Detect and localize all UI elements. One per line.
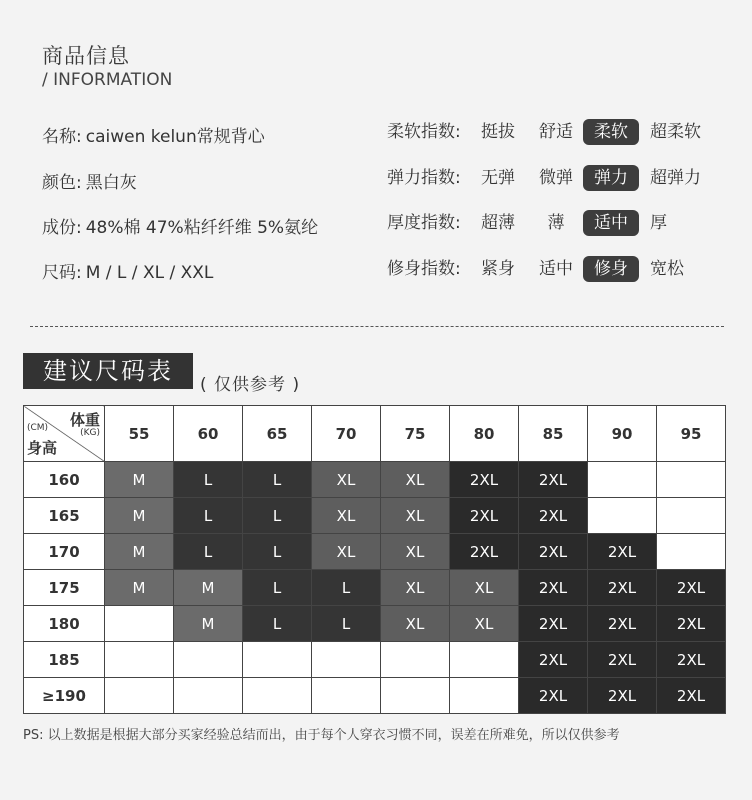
height-header: 160 bbox=[24, 462, 105, 498]
footnote: PS: 以上数据是根据大部分买家经验总结而出，由于每个人穿衣习惯不同，误差在所难免，所以仅供参考 bbox=[23, 728, 620, 743]
size-cell: 2XL bbox=[450, 462, 519, 498]
size-cell: M bbox=[105, 570, 174, 606]
size-cell: 2XL bbox=[588, 570, 657, 606]
index-option: 微弹 bbox=[539, 168, 573, 188]
weight-header: 65 bbox=[243, 406, 312, 462]
size-cell: L bbox=[174, 534, 243, 570]
index-option: 适中 bbox=[539, 259, 573, 279]
divider bbox=[30, 326, 724, 327]
size-cell: XL bbox=[381, 498, 450, 534]
index-option-selected: 柔软 bbox=[583, 119, 639, 145]
product-info-row bbox=[42, 213, 318, 238]
height-header: 170 bbox=[24, 534, 105, 570]
size-cell: 2XL bbox=[657, 570, 726, 606]
size-cell bbox=[657, 534, 726, 570]
corner-weight-unit: (KG) bbox=[80, 428, 100, 438]
table-row bbox=[24, 462, 726, 498]
product-info-value: 48%棉 47%粘纤纤维 5%氨纶 bbox=[85, 218, 319, 238]
size-cell bbox=[657, 498, 726, 534]
product-info-value: M / L / XL / XXL bbox=[85, 263, 214, 283]
size-cell bbox=[312, 678, 381, 714]
size-table-header bbox=[24, 406, 726, 462]
index-label: 厚度指数: bbox=[387, 213, 461, 233]
size-cell: XL bbox=[450, 606, 519, 642]
size-cell bbox=[105, 606, 174, 642]
page-title: 商品信息 bbox=[42, 44, 130, 68]
size-cell: M bbox=[105, 462, 174, 498]
table-corner bbox=[24, 406, 105, 462]
corner-height-label: 身高 bbox=[27, 439, 58, 457]
size-cell: 2XL bbox=[519, 606, 588, 642]
size-cell: 2XL bbox=[657, 642, 726, 678]
table-row bbox=[24, 534, 726, 570]
size-cell: 2XL bbox=[519, 678, 588, 714]
size-cell: 2XL bbox=[588, 642, 657, 678]
product-info-row bbox=[42, 122, 265, 147]
size-cell: 2XL bbox=[519, 570, 588, 606]
size-cell: 2XL bbox=[450, 498, 519, 534]
size-cell bbox=[657, 462, 726, 498]
size-cell bbox=[381, 678, 450, 714]
height-header: ≥190 bbox=[24, 678, 105, 714]
size-cell: M bbox=[174, 570, 243, 606]
index-option-selected: 修身 bbox=[583, 256, 639, 282]
index-option: 薄 bbox=[547, 213, 565, 233]
index-option: 无弹 bbox=[481, 168, 515, 188]
size-cell bbox=[381, 642, 450, 678]
size-cell: 2XL bbox=[588, 534, 657, 570]
size-cell: XL bbox=[381, 462, 450, 498]
table-row bbox=[24, 498, 726, 534]
height-header: 165 bbox=[24, 498, 105, 534]
size-cell: XL bbox=[381, 570, 450, 606]
size-cell bbox=[174, 642, 243, 678]
size-cell bbox=[243, 642, 312, 678]
size-cell: 2XL bbox=[588, 606, 657, 642]
size-cell: 2XL bbox=[657, 606, 726, 642]
size-cell bbox=[588, 498, 657, 534]
weight-header: 55 bbox=[105, 406, 174, 462]
index-row bbox=[387, 119, 727, 145]
index-label: 柔软指数: bbox=[387, 122, 461, 142]
size-cell: 2XL bbox=[519, 642, 588, 678]
weight-header: 80 bbox=[450, 406, 519, 462]
size-cell: L bbox=[312, 570, 381, 606]
index-label: 修身指数: bbox=[387, 259, 461, 279]
size-cell: 2XL bbox=[588, 678, 657, 714]
weight-header: 75 bbox=[381, 406, 450, 462]
index-option: 超薄 bbox=[481, 213, 515, 233]
table-row bbox=[24, 642, 726, 678]
weight-header: 95 bbox=[657, 406, 726, 462]
index-option: 挺拔 bbox=[481, 122, 515, 142]
size-cell: 2XL bbox=[450, 534, 519, 570]
weight-header: 60 bbox=[174, 406, 243, 462]
index-option: 紧身 bbox=[481, 259, 515, 279]
size-cell: L bbox=[243, 570, 312, 606]
size-cell bbox=[174, 678, 243, 714]
size-cell: L bbox=[243, 462, 312, 498]
size-cell: L bbox=[174, 498, 243, 534]
size-cell: 2XL bbox=[519, 462, 588, 498]
size-cell: L bbox=[312, 606, 381, 642]
size-cell bbox=[588, 462, 657, 498]
height-header: 175 bbox=[24, 570, 105, 606]
page-subtitle: / INFORMATION bbox=[42, 70, 173, 90]
size-cell bbox=[105, 678, 174, 714]
weight-header: 90 bbox=[588, 406, 657, 462]
size-cell bbox=[450, 642, 519, 678]
product-info-value: caiwen kelun常规背心 bbox=[85, 127, 265, 147]
product-info-label: 颜色: bbox=[42, 173, 82, 193]
index-row bbox=[387, 165, 727, 191]
size-cell bbox=[450, 678, 519, 714]
product-info-label: 成份: bbox=[42, 218, 82, 238]
index-label: 弹力指数: bbox=[387, 168, 461, 188]
corner-weight-label: 体重 bbox=[69, 411, 100, 429]
corner-height-unit: (CM) bbox=[27, 423, 49, 433]
index-option: 超弹力 bbox=[650, 168, 701, 188]
size-chart-title: 建议尺码表 bbox=[23, 353, 193, 389]
size-cell: L bbox=[243, 606, 312, 642]
table-row bbox=[24, 570, 726, 606]
index-option: 厚 bbox=[650, 213, 667, 233]
size-cell: M bbox=[105, 534, 174, 570]
index-option: 舒适 bbox=[539, 122, 573, 142]
index-row bbox=[387, 210, 727, 236]
size-cell: XL bbox=[312, 498, 381, 534]
size-cell bbox=[312, 642, 381, 678]
size-table bbox=[23, 405, 726, 714]
weight-header: 70 bbox=[312, 406, 381, 462]
size-cell: XL bbox=[312, 462, 381, 498]
size-cell: 2XL bbox=[519, 534, 588, 570]
size-cell: M bbox=[105, 498, 174, 534]
product-info-label: 尺码: bbox=[42, 263, 82, 283]
size-cell bbox=[243, 678, 312, 714]
product-info-label: 名称: bbox=[42, 127, 82, 147]
product-info-row bbox=[42, 258, 213, 283]
product-info-value: 黑白灰 bbox=[85, 173, 137, 193]
size-cell bbox=[105, 642, 174, 678]
table-row bbox=[24, 606, 726, 642]
index-row bbox=[387, 256, 727, 282]
size-cell: 2XL bbox=[657, 678, 726, 714]
size-chart-subtitle: ( 仅供参考 ) bbox=[200, 375, 301, 395]
index-option: 超柔软 bbox=[650, 122, 701, 142]
size-cell: XL bbox=[450, 570, 519, 606]
size-cell: L bbox=[243, 534, 312, 570]
table-row bbox=[24, 678, 726, 714]
size-cell: L bbox=[243, 498, 312, 534]
product-info-row bbox=[42, 168, 137, 193]
height-header: 180 bbox=[24, 606, 105, 642]
size-cell: XL bbox=[312, 534, 381, 570]
size-cell: M bbox=[174, 606, 243, 642]
index-option-selected: 弹力 bbox=[583, 165, 639, 191]
size-cell: L bbox=[174, 462, 243, 498]
size-cell: XL bbox=[381, 534, 450, 570]
index-option: 宽松 bbox=[650, 259, 684, 279]
index-option-selected: 适中 bbox=[583, 210, 639, 236]
size-cell: 2XL bbox=[519, 498, 588, 534]
size-cell: XL bbox=[381, 606, 450, 642]
weight-header: 85 bbox=[519, 406, 588, 462]
height-header: 185 bbox=[24, 642, 105, 678]
